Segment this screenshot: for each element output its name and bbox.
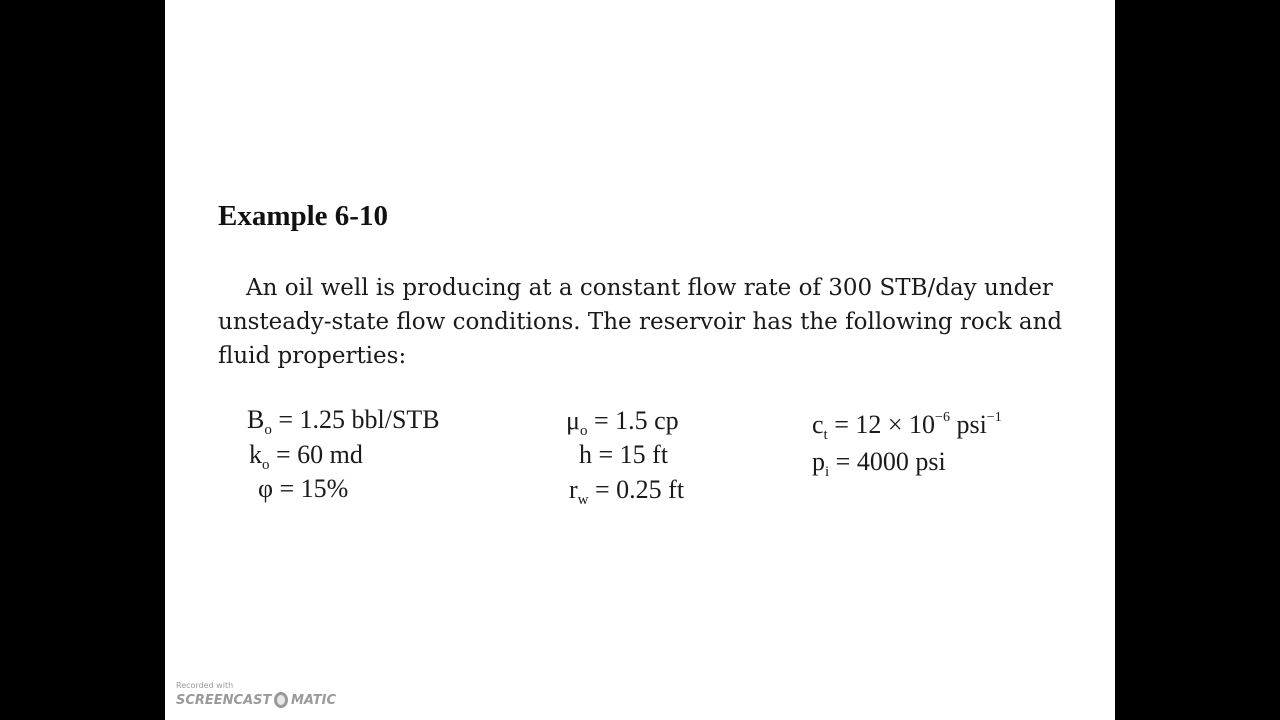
ko-subscript: o bbox=[262, 457, 270, 473]
rw-symbol: r bbox=[569, 475, 578, 504]
muo-value: = 1.5 cp bbox=[593, 406, 679, 435]
example-title: Example 6-10 bbox=[218, 200, 388, 232]
phi-value: = 15% bbox=[279, 474, 349, 503]
pi-symbol: p bbox=[812, 447, 825, 476]
screencast-logo-icon bbox=[274, 692, 288, 708]
ko-symbol: k bbox=[249, 440, 262, 469]
statement-line-1: An oil well is producing at a constant flow rate of 300 STB/day under bbox=[246, 275, 1053, 301]
screencast-watermark bbox=[176, 681, 336, 715]
property-phi bbox=[258, 474, 348, 504]
h-symbol: h bbox=[579, 440, 592, 469]
ct-exponent-2: −1 bbox=[986, 410, 1002, 425]
property-rw bbox=[569, 475, 684, 509]
bo-value: = 1.25 bbl/STB bbox=[278, 405, 440, 434]
property-muo bbox=[566, 406, 679, 440]
brand-left: SCREENCAST bbox=[176, 692, 272, 708]
ct-exponent-1: −6 bbox=[935, 410, 950, 425]
statement-line-3: fluid properties: bbox=[218, 343, 407, 369]
statement-line-2: unsteady-state flow conditions. The reservoir has the following rock and bbox=[218, 309, 1063, 335]
ko-value: = 60 md bbox=[276, 440, 363, 469]
rw-value: = 0.25 ft bbox=[595, 475, 685, 504]
problem-statement bbox=[218, 271, 1078, 373]
property-bo bbox=[247, 405, 440, 439]
pi-subscript: i bbox=[825, 464, 830, 480]
h-value: = 15 ft bbox=[598, 440, 669, 469]
ct-symbol: c bbox=[812, 410, 824, 439]
property-ct bbox=[812, 410, 1002, 444]
muo-subscript: o bbox=[579, 423, 588, 439]
brand-right: MATIC bbox=[291, 692, 336, 708]
phi-symbol: φ bbox=[258, 474, 274, 503]
ct-subscript: t bbox=[823, 427, 828, 443]
muo-symbol: μ bbox=[566, 406, 580, 435]
property-ko bbox=[249, 440, 363, 474]
recorded-with-label: Recorded with bbox=[176, 681, 234, 690]
bo-symbol: B bbox=[247, 405, 265, 434]
ct-value-unit: psi bbox=[949, 410, 987, 439]
ct-value-prefix: = 12 × 10 bbox=[834, 410, 936, 439]
bo-subscript: o bbox=[264, 422, 272, 438]
pi-value: = 4000 psi bbox=[835, 447, 946, 476]
property-h bbox=[579, 440, 668, 470]
slide bbox=[165, 0, 1115, 720]
property-pi bbox=[812, 447, 946, 481]
rw-subscript: w bbox=[577, 492, 589, 508]
